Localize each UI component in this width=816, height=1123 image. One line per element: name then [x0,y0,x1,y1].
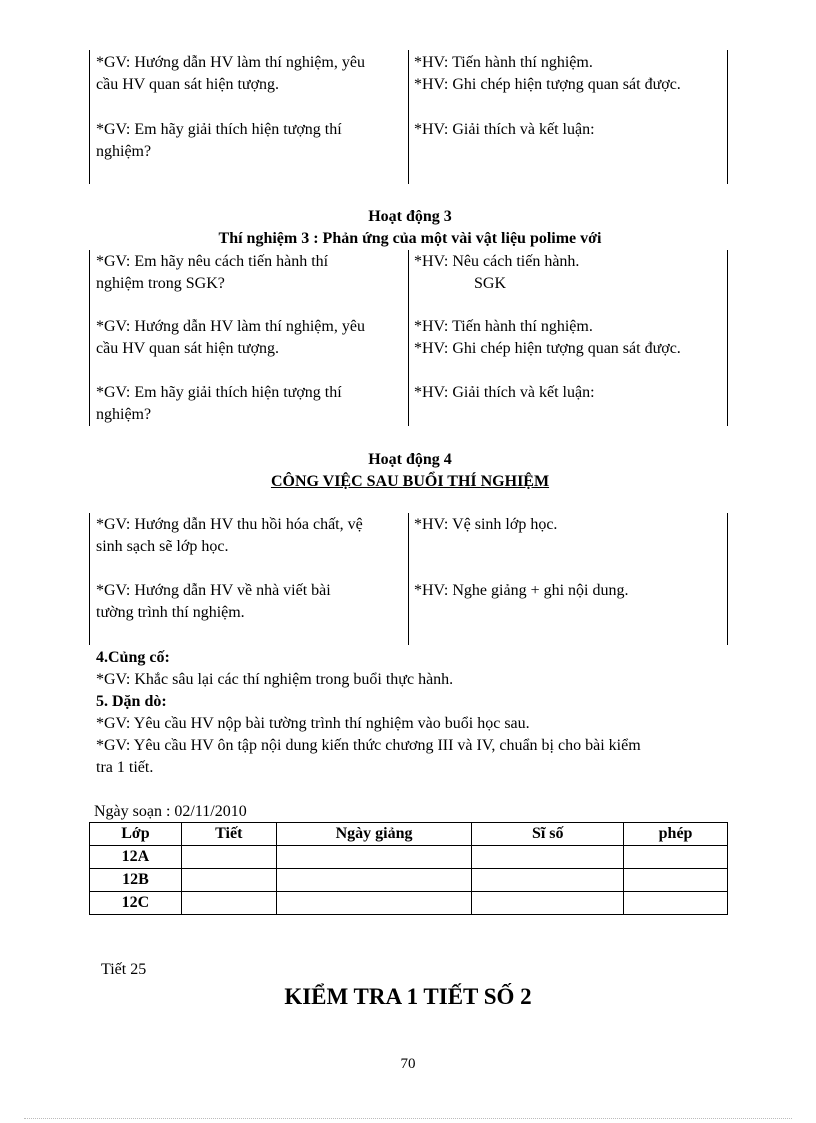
hv-response-6: *HV: Vệ sinh lớp học. [414,516,558,533]
header-excused: phép [624,823,728,846]
table3-right-border [727,513,728,645]
homework-line-2: *GV: Yêu cầu HV ôn tập nội dung kiến thức chương III và IV, chuẩn bị cho bài kiểm [96,737,641,754]
page-bottom-divider [24,1118,792,1119]
table2-right-border [727,250,728,426]
hv-response-2: *HV: Giải thích và kết luận: [414,121,595,138]
class-cell: 12A [90,846,182,869]
gv-instruction-2: *GV: Em hãy giải thích hiện tượng thí nghiệm? [96,121,342,160]
table-row [90,892,728,915]
header-class: Lớp [90,823,182,846]
table2-mid-border [408,250,409,426]
table3-mid-border [408,513,409,645]
exam-title: KIỂM TRA 1 TIẾT SỐ 2 [284,984,532,1009]
header-student-count: Sĩ số [472,823,624,846]
table1-mid-border [408,50,409,184]
table-row [90,846,728,869]
table-row [90,869,728,892]
table1-right-border [727,50,728,184]
attendance-table [89,822,728,915]
header-period: Tiết [181,823,276,846]
gv-instruction-4: *GV: Hướng dẫn HV làm thí nghiệm, yêu cầu HV quan sát hiện tượng. [96,318,365,357]
consolidation-heading: 4.Củng cố: [96,649,170,666]
attendance-header-row [90,823,728,846]
gv-instruction-5: *GV: Em hãy giải thích hiện tượng thí nghiệm? [96,384,342,423]
header-teaching-date: Ngày giảng [276,823,472,846]
consolidation-line: *GV: Khắc sâu lại các thí nghiệm trong buổi thực hành. [96,671,454,688]
page-number: 70 [400,1056,416,1072]
hv-response-7: *HV: Nghe giảng + ghi nội dung. [414,582,629,599]
table2-left-border [89,250,90,426]
class-cell: 12B [90,869,182,892]
homework-heading: 5. Dặn dò: [96,693,167,710]
gv-instruction-1: *GV: Hướng dẫn HV làm thí nghiệm, yêu cầu HV quan sát hiện tượng. [96,54,365,93]
activity4-subtitle: CÔNG VIỆC SAU BUỔI THÍ NGHIỆM [270,473,550,490]
homework-line-1: *GV: Yêu cầu HV nộp bài tường trình thí nghiệm vào buổi học sau. [96,715,530,732]
activity3-title: Hoạt động 3 [368,208,452,225]
activity3-subtitle: Thí nghiệm 3 : Phản ứng của một vài vật liệu polime với [218,230,602,247]
class-cell: 12C [90,892,182,915]
hv-response-4: *HV: Tiến hành thí nghiệm. *HV: Ghi chép hiện tượng quan sát được. [414,318,681,357]
gv-instruction-7: *GV: Hướng dẫn HV về nhà viết bài tường trình thí nghiệm. [96,582,331,621]
period-label: Tiết 25 [101,961,147,978]
activity4-title: Hoạt động 4 [368,451,452,468]
hv-response-3: *HV: Nêu cách tiến hành. SGK [414,253,580,292]
prep-date: Ngày soạn : 02/11/2010 [94,803,247,820]
hv-response-5: *HV: Giải thích và kết luận: [414,384,595,401]
hv-response-1: *HV: Tiến hành thí nghiệm. *HV: Ghi chép hiện tượng quan sát được. [414,54,681,93]
gv-instruction-6: *GV: Hướng dẫn HV thu hồi hóa chất, vệ sinh sạch sẽ lớp học. [96,516,363,555]
gv-instruction-3: *GV: Em hãy nêu cách tiến hành thí nghiệm trong SGK? [96,253,329,292]
table1-left-border [89,50,90,184]
table3-left-border [89,513,90,645]
homework-line-3: tra 1 tiết. [96,759,154,776]
